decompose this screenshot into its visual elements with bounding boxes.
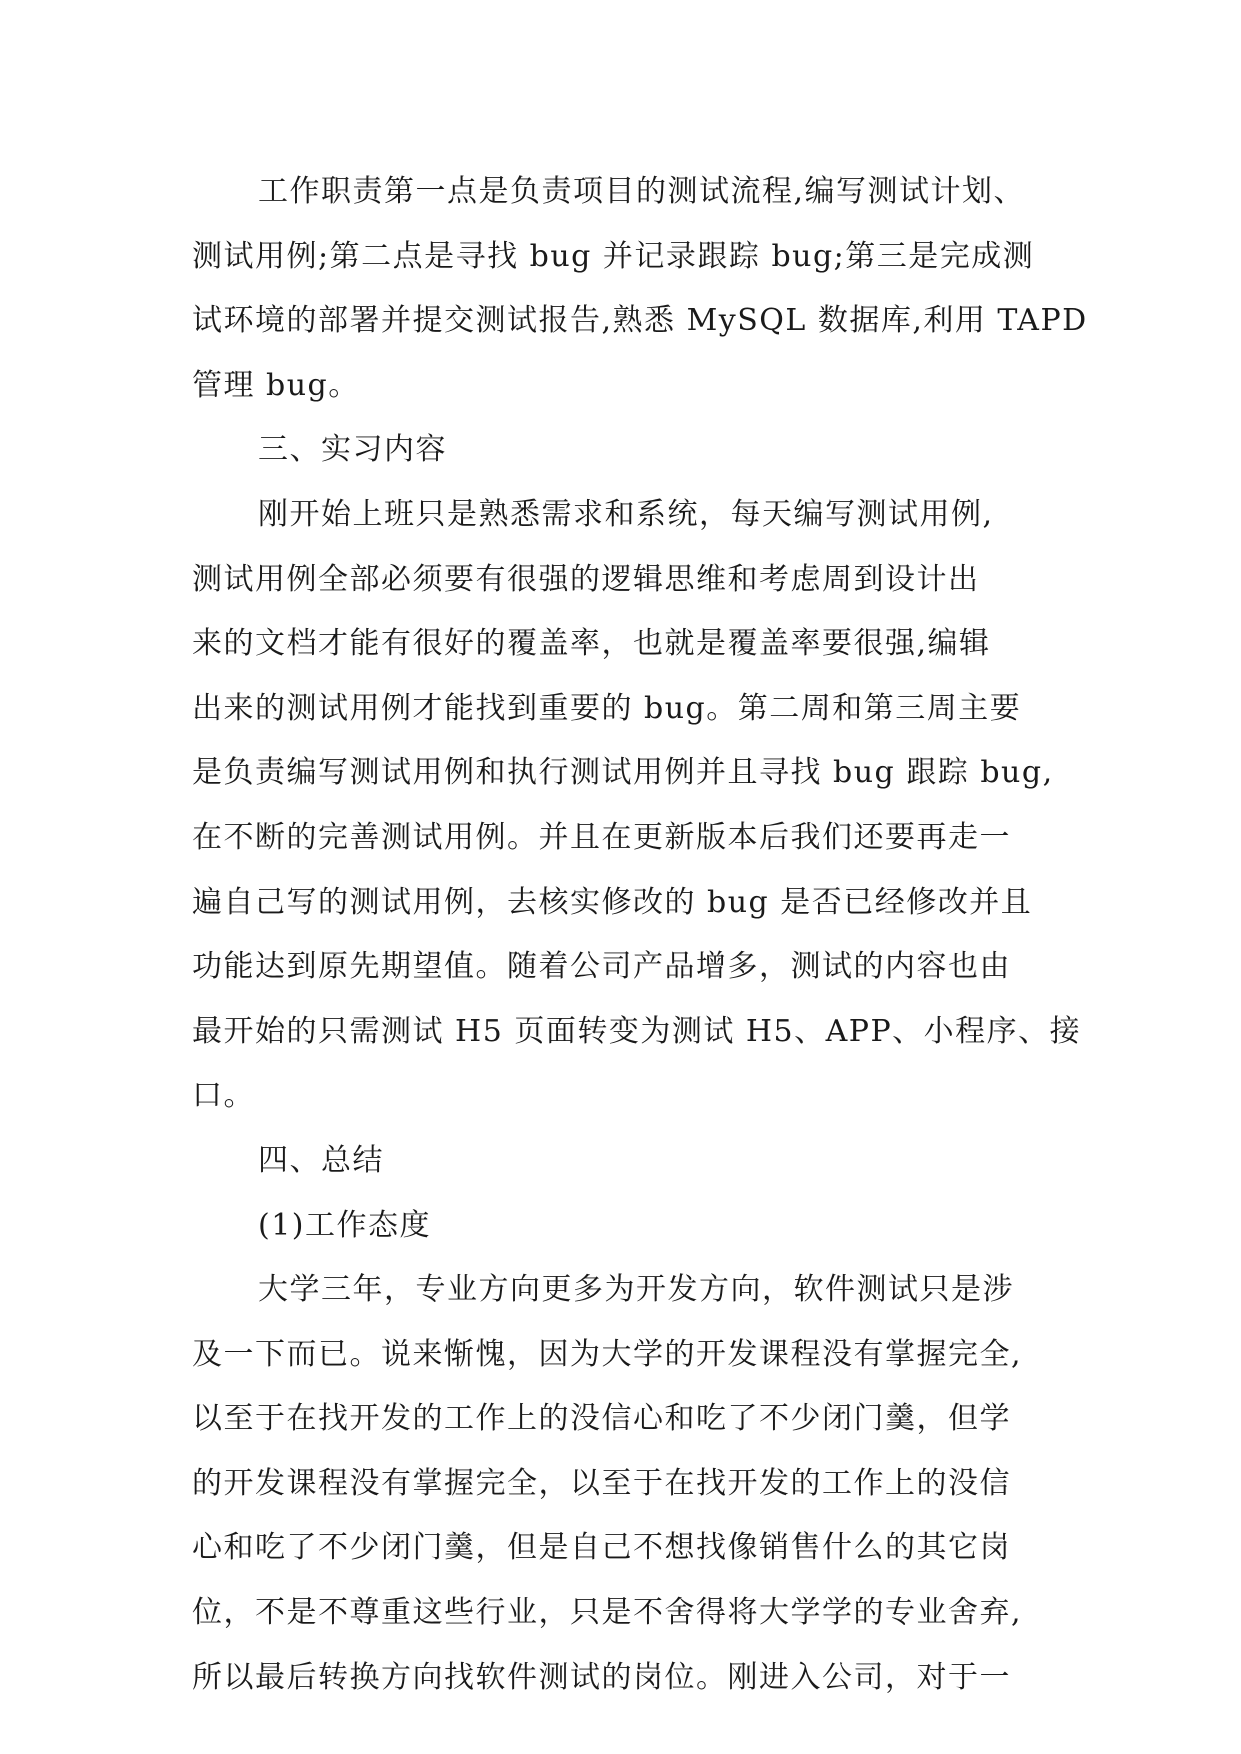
subsection-heading: (1)工作态度 (258, 1207, 431, 1243)
paragraph-line: 的开发课程没有掌握完全，以至于在找开发的工作上的没信 (192, 1465, 1011, 1501)
paragraph-line: 心和吃了不少闭门羹，但是自己不想找像销售什么的其它岗 (192, 1530, 1011, 1566)
paragraph-line: 试环境的部署并提交测试报告,熟悉 MySQL 数据库,利用 TAPD (192, 303, 1088, 339)
paragraph-line: 是负责编写测试用例和执行测试用例并且寻找 bug 跟踪 bug, (192, 755, 1054, 791)
paragraph-line: 功能达到原先期望值。随着公司产品增多，测试的内容也由 (192, 949, 1011, 985)
paragraph-line: 刚开始上班只是熟悉需求和系统，每天编写测试用例, (258, 496, 994, 532)
paragraph-line: 位，不是不尊重这些行业，只是不舍得将大学学的专业舍弃, (192, 1595, 1023, 1631)
paragraph-line: 以至于在找开发的工作上的没信心和吃了不少闭门羹，但学 (192, 1401, 1011, 1437)
section-heading: 三、实习内容 (258, 432, 447, 468)
paragraph-line: 来的文档才能有很好的覆盖率，也就是覆盖率要很强,编辑 (192, 626, 991, 662)
paragraph-line: 出来的测试用例才能找到重要的 bug。第二周和第三周主要 (192, 690, 1022, 726)
paragraph-line: 在不断的完善测试用例。并且在更新版本后我们还要再走一 (192, 819, 1011, 855)
paragraph-line: 最开始的只需测试 H5 页面转变为测试 H5、APP、小程序、接 (192, 1013, 1082, 1049)
section-heading: 四、总结 (258, 1142, 384, 1178)
paragraph-line: 口。 (192, 1078, 255, 1114)
paragraph-line: 大学三年，专业方向更多为开发方向，软件测试只是涉 (258, 1272, 1014, 1308)
paragraph-line: 遍自己写的测试用例，去核实修改的 bug 是否已经修改并且 (192, 884, 1033, 920)
paragraph-line: 管理 bug。 (192, 367, 360, 403)
body-text (192, 160, 1088, 1710)
paragraph-line: 及一下而已。说来惭愧，因为大学的开发课程没有掌握完全, (192, 1336, 1023, 1372)
paragraph-line: 所以最后转换方向找软件测试的岗位。刚进入公司，对于一 (192, 1659, 1011, 1695)
paragraph-line: 测试用例全部必须要有很强的逻辑思维和考虑周到设计出 (192, 561, 980, 597)
paragraph-line: 工作职责第一点是负责项目的测试流程,编写测试计划、 (258, 174, 1026, 209)
paragraph-line: 测试用例;第二点是寻找 bug 并记录跟踪 bug;第三是完成测 (192, 238, 1035, 274)
